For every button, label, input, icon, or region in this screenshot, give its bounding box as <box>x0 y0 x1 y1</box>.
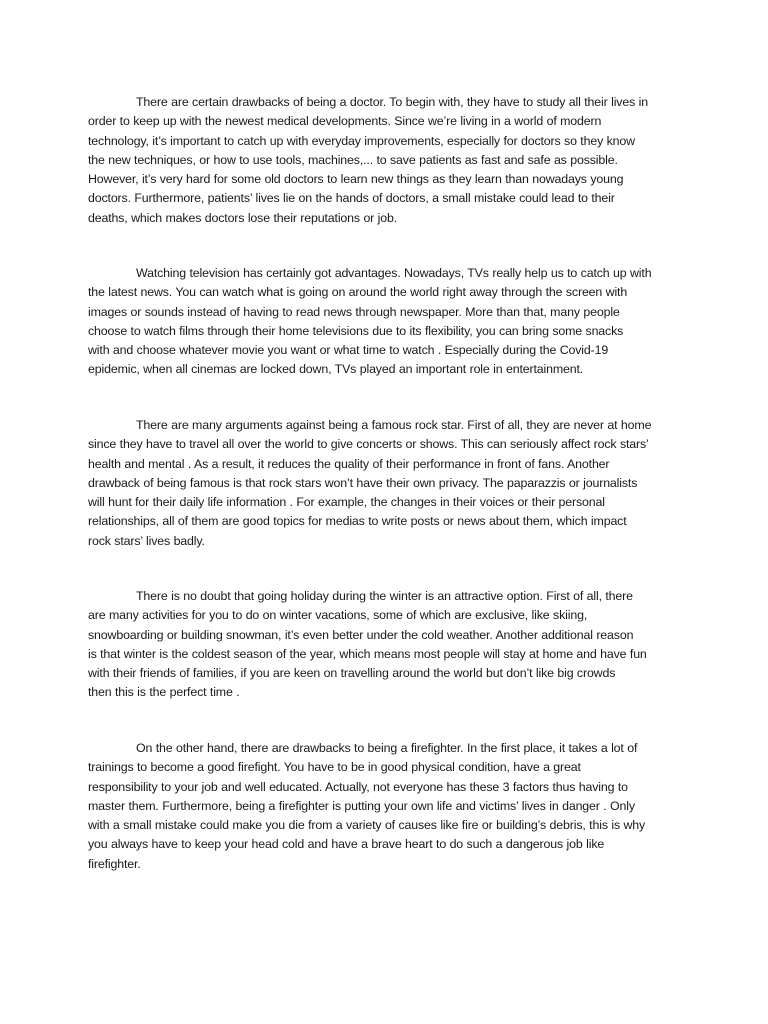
text-line: On the other hand, there are drawbacks to being a firefighter. In the first place, it takes a lot of <box>136 741 638 755</box>
text-line: snowboarding or building snowman, it’s even better under the cold weather. Another additional reason <box>88 627 634 642</box>
text-line: drawback of being famous is that rock stars won’t have their own privacy. The paparazzis or journalists <box>88 475 638 490</box>
text-line: Watching television has certainly got advantages. Nowadays, TVs really help us to catch up with <box>136 266 652 280</box>
text-line: rock stars’ lives badly. <box>88 533 205 548</box>
text-line: choose to watch films through their home televisions due to its flexibility, you can bring some snacks <box>88 323 624 338</box>
text-line: you always have to keep your head cold and have a brave heart to do such a dangerous job like <box>88 837 605 852</box>
text-line: However, it’s very hard for some old doctors to learn new things as they learn than nowadays young <box>88 172 624 187</box>
text-line: doctors. Furthermore, patients’ lives lie on the hands of doctors, a small mistake could lead to their <box>88 191 615 206</box>
text-line: order to keep up with the newest medical developments. Since we’re living in a world of modern <box>88 114 602 129</box>
text-line: epidemic, when all cinemas are locked down, TVs played an important role in entertainment. <box>88 362 584 377</box>
paragraph-doctor-drawbacks <box>88 93 684 228</box>
text-line: are many activities for you to do on winter vacations, some of which are exclusive, like skiing, <box>88 608 588 623</box>
text-line: images or sounds instead of having to read news through newspaper. More than that, many people <box>88 304 620 319</box>
text-line: deaths, which makes doctors lose their reputations or job. <box>88 210 398 225</box>
text-line: relationships, all of them are good topics for medias to write posts or news about them, which impact <box>88 514 627 529</box>
text-line: responsibility to your job and well educated. Actually, not everyone has these 3 factors thus having to <box>88 779 628 794</box>
text-line: then this is the perfect time . <box>88 685 240 700</box>
text-line: with a small mistake could make you die from a variety of causes like fire or building’s debris, this is why <box>88 818 646 833</box>
text-line: will hunt for their daily life information . For example, the changes in their voices or their personal <box>88 495 605 510</box>
text-line: with and choose whatever movie you want or what time to watch . Especially during the Covid-19 <box>88 343 609 358</box>
paragraph-television-advantages <box>88 264 684 380</box>
text-line: technology, it’s important to catch up with everyday improvements, especially for doctors so they know <box>88 133 635 148</box>
text-line: There are many arguments against being a famous rock star. First of all, they are never at home <box>136 418 652 432</box>
paragraph-rock-star-arguments <box>88 416 684 551</box>
text-line: There is no doubt that going holiday during the winter is an attractive option. First of all, there <box>136 589 633 603</box>
text-line: the new techniques, or how to use tools, machines,... to save patients as fast and safe as possible. <box>88 152 618 167</box>
text-line: master them. Furthermore, being a firefighter is putting your own life and victims’ lives in danger . Only <box>88 798 635 813</box>
text-line: There are certain drawbacks of being a doctor. To begin with, they have to study all their lives in <box>136 95 648 109</box>
text-line: is that winter is the coldest season of the year, which means most people will stay at home and have fun <box>88 646 647 661</box>
paragraph-firefighter-drawbacks <box>88 739 684 874</box>
text-line: the latest news. You can watch what is going on around the world right away through the screen with <box>88 285 628 300</box>
text-line: since they have to travel all over the world to give concerts or shows. This can seriously affect rock stars’ <box>88 437 649 452</box>
text-line: with their friends of families, if you are keen on travelling around the world but don’t like big crowds <box>88 666 616 681</box>
text-line: firefighter. <box>88 856 141 871</box>
text-line: trainings to become a good firefight. You have to be in good physical condition, have a great <box>88 760 581 775</box>
paragraph-winter-holiday <box>88 587 684 703</box>
text-line: health and mental . As a result, it reduces the quality of their performance in front of fans. Another <box>88 456 610 471</box>
